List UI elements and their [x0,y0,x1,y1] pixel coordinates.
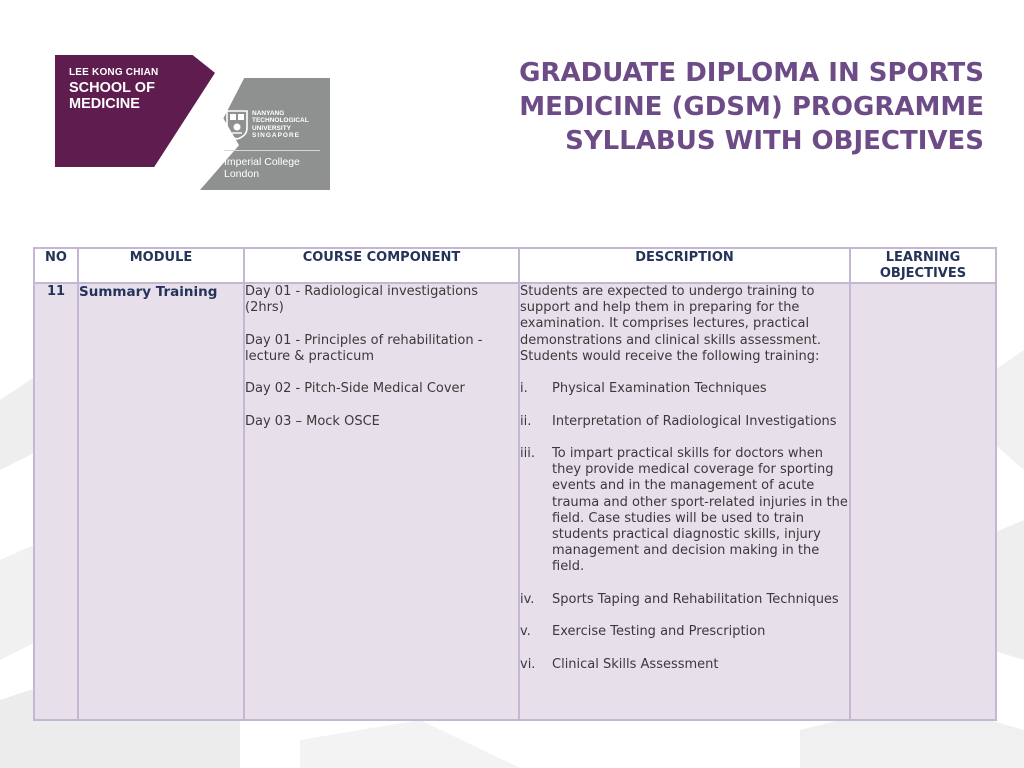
table-header-row [34,248,996,283]
row-learning-objectives [850,283,996,720]
row-description [519,283,850,720]
ntu-crest-icon [226,110,248,140]
syllabus-table [33,247,997,721]
description-item-number: iv. [520,591,535,607]
description-item-text: Clinical Skills Assessment [552,656,719,672]
logo-school-line-3: MEDICINE [69,95,140,112]
description-item-text: Sports Taping and Rehabilitation Techniques [552,591,839,607]
description-list-item [520,592,849,608]
imperial-wordmark [224,157,300,181]
description-list-item [520,414,849,430]
description-item-number: ii. [520,413,532,429]
header-course-component: COURSE COMPONENT [244,248,519,283]
description-item-number: i. [520,381,528,397]
description-intro: Students are expected to undergo training to support and help them in preparing for the examination. It comprises lectures, practical demonstrations and clinical skills assessment. Students would receive the following training: [520,284,821,364]
description-list-item [520,381,849,397]
ntu-line-2: TECHNOLOGICAL [252,117,309,125]
course-component-item: Day 03 – Mock OSCE [245,413,380,429]
page-title [424,56,984,158]
description-item-number: vi. [520,656,536,672]
description-item-text: To impart practical skills for doctors when they provide medical coverage for sporting events and in the management of acute trauma and other sport-related injuries in the field. Case studies will be used to train students practical diagnostic skills, injury management and decision making in the field. [552,445,848,575]
row-course-components [244,283,519,720]
imperial-line-2: London [224,167,260,180]
imperial-line-1: Imperial College [224,156,300,168]
description-item-text: Exercise Testing and Prescription [552,624,766,640]
header-description: DESCRIPTION [519,248,850,283]
description-item-number: v. [520,624,531,640]
header-learning-objectives: LEARNING OBJECTIVES [850,248,996,283]
ntu-line-1: NANYANG [252,110,285,117]
table-row [34,283,996,720]
title-line-2: MEDICINE (GDSM) PROGRAMME [519,92,984,122]
description-list-item [520,446,849,576]
row-no: 11 [34,283,78,720]
ntu-line-4: SINGAPORE [252,132,301,140]
ntu-wordmark [252,110,309,140]
course-component-item: Day 02 - Pitch-Side Medical Cover [245,381,465,397]
header-no: NO [34,248,78,283]
logo-school-line-1: LEE KONG CHIAN [69,67,159,78]
description-item-text: Interpretation of Radiological Investigations [552,413,837,429]
title-line-1: GRADUATE DIPLOMA IN SPORTS [519,58,984,88]
ntu-line-3: UNIVERSITY [252,124,292,132]
description-item-number: iii. [520,445,535,461]
logo-school-line-2: SCHOOL OF [69,80,155,96]
lkc-medicine-logo-text [69,67,158,113]
row-module: Summary Training [78,283,244,720]
header-module: MODULE [78,248,244,283]
course-component-item: Day 01 - Radiological investigations (2hrs) [245,284,479,316]
description-list-item [520,624,849,640]
course-component-item: Day 01 - Principles of rehabilitation - lecture & practicum [245,332,483,364]
logo-divider [224,150,320,151]
description-item-text: Physical Examination Techniques [552,381,767,397]
description-list-item [520,657,849,673]
title-line-3: SYLLABUS WITH OBJECTIVES [565,126,984,156]
